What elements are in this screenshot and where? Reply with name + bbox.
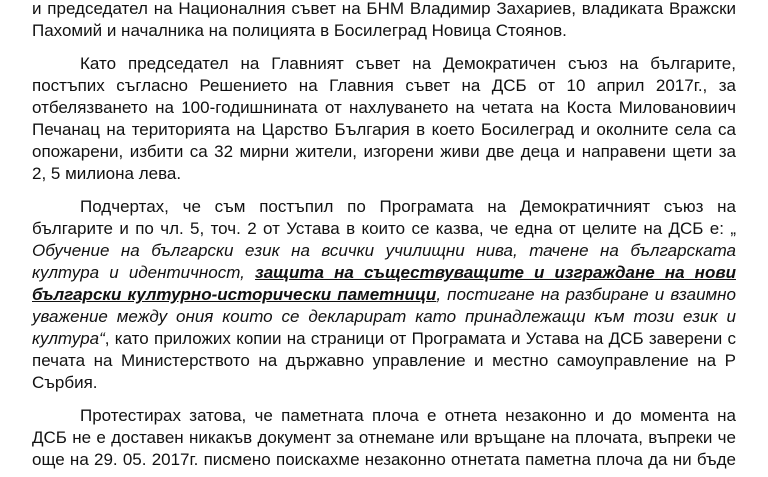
quote-text: култура и идентичност, [32, 263, 256, 282]
text-line [32, 328, 736, 349]
paragraph-start-line: Протестирах затова, че паметната плоча е отнета незаконно и до момента на [80, 406, 736, 425]
quote-text: , постигане на разбиране и взаимно [436, 285, 736, 304]
emphasized-quote-text: защита на съществуващите и изграждане на нови [255, 263, 736, 282]
text-line: Сърбия. [32, 373, 98, 392]
text-line: Печанац на територията на Царство България в което Босилеград и околните села са [32, 120, 736, 139]
quote-line [32, 262, 736, 283]
text-line: опожарени, избити са 32 мирни жители, изгорени живи две деца и направени щети за [32, 142, 736, 161]
quote-line: Обучение на български език на всички училищни нива, тачене на българската [32, 241, 736, 260]
text-line: още на 29. 05. 2017г. писмено поискахме незаконно отнетата паметна плоча да ни бъде [32, 450, 736, 469]
paragraph-start-line: Като председател на Главният съвет на Демократичен съюз на българите, [80, 54, 736, 73]
text-line: печата на Министерството на държавно управление и местно самоуправление на Р [32, 351, 736, 370]
paragraph-start-line: Подчертах, че съм постъпил по Програмата на Демократичният съюз на [80, 197, 736, 216]
quote-line: уважение между ония които се декларират като принадлежащи към този език и [32, 307, 736, 326]
quote-text: култура“ [32, 329, 105, 348]
text-line: българите и по чл. 5, точ. 2 от Устава в които се казва, че една от целите на ДСБ е: „ [32, 219, 736, 238]
text-line: отбелязването на 100-годишнината от нахлуването на четата на Коста Миловановиич [32, 98, 736, 117]
quote-line [32, 284, 736, 305]
emphasized-quote-text: български културно-исторически паметници [32, 285, 437, 304]
text-line: 2, 5 милиона лева. [32, 164, 182, 183]
text-line: ДСБ не е доставен никакъв документ за отнемане или връщане на плочата, въпреки че [32, 428, 736, 447]
body-text: , като приложих копии на страници от Програмата и Устава на ДСБ заверени с [104, 329, 736, 348]
text-line: и председател на Националния съвет на БНМ Владимир Захариев, владиката Вражски [32, 0, 736, 18]
text-line: Пахомий и началника на полицията в Босилеград Новица Стоянов. [32, 21, 567, 40]
text-line: постъпих съгласно Решението на Главния съвет на ДСБ от 10 април 2017г., за [32, 76, 736, 95]
